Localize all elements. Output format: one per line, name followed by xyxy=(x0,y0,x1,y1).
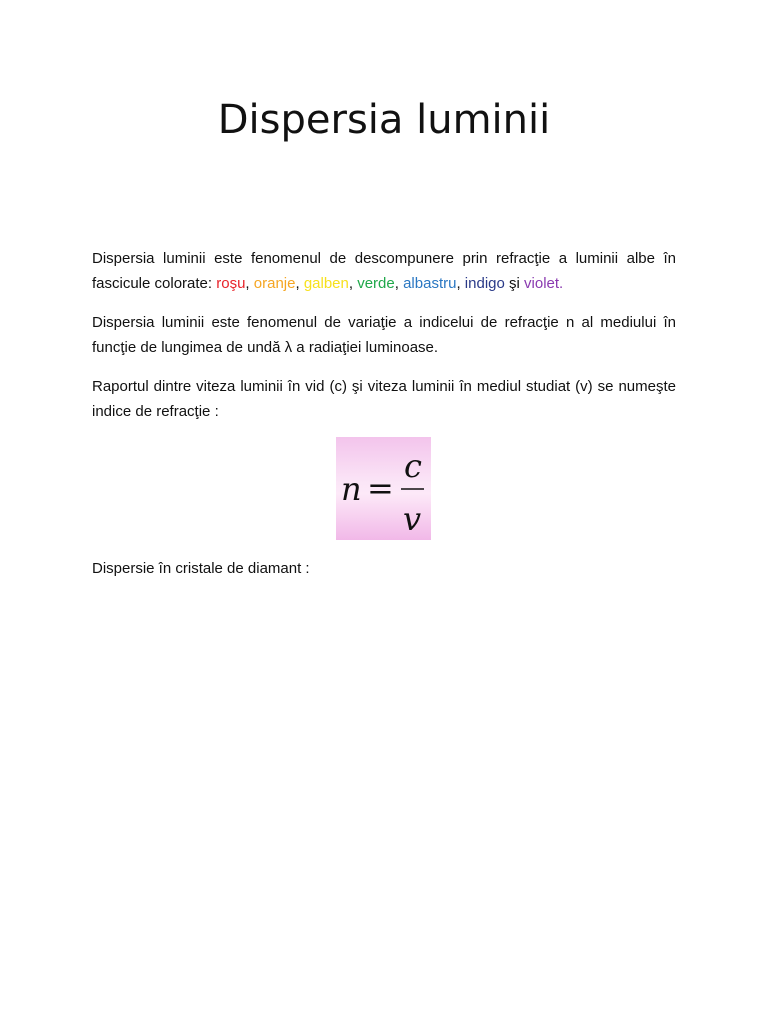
color-word-indigo: indigo xyxy=(464,275,505,292)
paragraph-definition: Dispersia luminii este fenomenul de variaţie a indicelui de refracţie n al mediului în funcţie de lungimea de undă λ a radiaţiei luminoase. xyxy=(92,314,676,356)
separator: , xyxy=(295,275,304,292)
separator: , xyxy=(456,275,465,292)
paragraph-diamond: Dispersie în cristale de diamant : xyxy=(92,560,310,577)
separator: şi xyxy=(504,275,525,292)
separator: , xyxy=(348,275,358,292)
formula-svg xyxy=(336,437,431,540)
color-word-red: roşu xyxy=(216,275,246,292)
formula-equals: = xyxy=(367,469,394,507)
separator: , xyxy=(245,275,254,292)
color-word-orange: oranje xyxy=(253,275,296,292)
color-word-green: verde xyxy=(357,275,395,292)
paragraph-text: Dispersia luminii este fenomenul de descompunere prin refracţie a luminii albe în fascicule colorate: xyxy=(92,250,676,292)
paragraph-color-list xyxy=(92,246,676,296)
formula-denominator: v xyxy=(403,500,422,538)
color-word-violet: violet. xyxy=(524,275,564,292)
document-title: Dispersia luminii xyxy=(217,97,551,143)
separator: , xyxy=(394,275,404,292)
paragraph-refraction-index: Raportul dintre viteza luminii în vid (c) şi viteza luminii în mediul studiat (v) se numeşte indice de refracţie : xyxy=(92,378,676,420)
formula-image xyxy=(336,437,431,540)
color-word-yellow: galben xyxy=(303,275,349,292)
formula-numerator: c xyxy=(404,447,422,485)
color-word-blue: albastru xyxy=(403,275,457,292)
formula-lhs: n xyxy=(341,470,362,508)
